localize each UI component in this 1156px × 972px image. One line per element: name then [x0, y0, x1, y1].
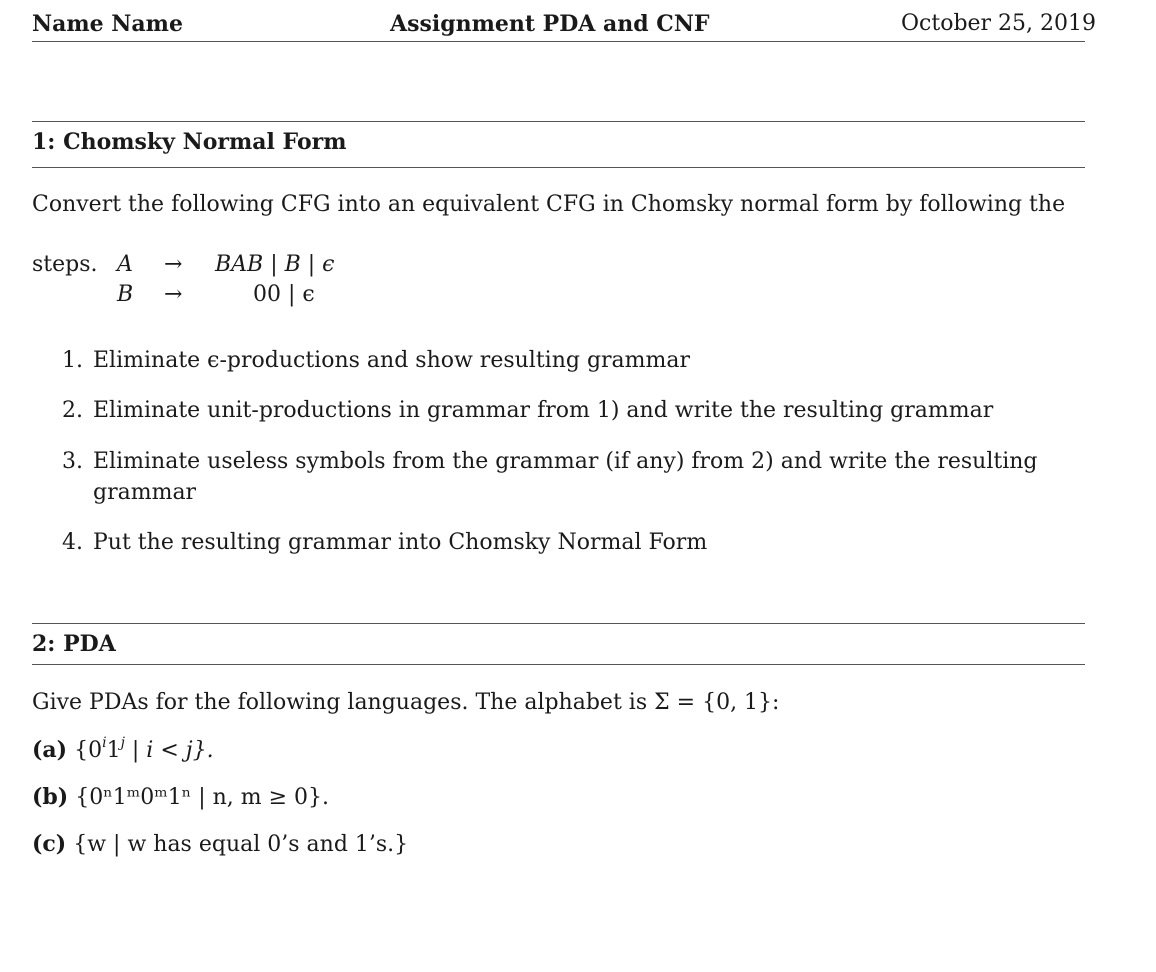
step-number: 4. — [62, 530, 83, 555]
item-expression: {w | w has equal 0’s and 1’s.} — [73, 832, 409, 857]
list-item — [62, 529, 707, 557]
step-number: 1. — [62, 348, 83, 373]
header-author: Name Name — [32, 11, 183, 37]
grammar-arrow-b: → — [164, 282, 183, 307]
step-text-continued: grammar — [93, 480, 197, 505]
step-text: Eliminate ϵ-productions and show resulting grammar — [93, 348, 691, 373]
header-rule — [32, 41, 1085, 42]
section2-title: 2: PDA — [32, 631, 116, 657]
grammar-rhs-b: 00 | ϵ — [253, 282, 315, 307]
step-number: 3. — [62, 449, 83, 474]
section1-intro-cont: steps. — [32, 252, 98, 277]
grammar-arrow-a: → — [164, 252, 183, 277]
section1-bottom-rule — [32, 167, 1085, 168]
list-item — [62, 397, 993, 425]
grammar-lhs-b: B — [117, 282, 134, 307]
step-text: Put the resulting grammar into Chomsky Normal Form — [93, 530, 708, 555]
step-text: Eliminate useless symbols from the grammar (if any) from 2) and write the resulting — [93, 449, 1038, 474]
step-number: 2. — [62, 398, 83, 423]
section2-top-rule — [32, 623, 1085, 624]
item-expression: {0$^i$1$^j$ | i < j}. — [74, 734, 214, 763]
header-title: Assignment PDA and CNF — [390, 11, 710, 37]
grammar-rhs-a: BAB | B | ϵ — [215, 252, 335, 277]
section1-title: 1: Chomsky Normal Form — [32, 129, 347, 155]
item-label: (c) — [32, 831, 67, 857]
list-item — [32, 830, 408, 859]
step-text: Eliminate unit-productions in grammar from 1) and write the resulting grammar — [93, 398, 994, 423]
section2-intro: Give PDAs for the following languages. The alphabet is Σ = {0, 1}: — [32, 690, 780, 715]
list-item — [32, 783, 329, 812]
section2-bottom-rule — [32, 664, 1085, 665]
list-item — [62, 347, 690, 375]
item-label: (b) — [32, 784, 69, 810]
list-item — [62, 448, 1038, 476]
item-label: (a) — [32, 737, 68, 763]
section1-intro: Convert the following CFG into an equivalent CFG in Chomsky normal form by following the — [32, 192, 1066, 217]
section1-top-rule — [32, 121, 1085, 122]
grammar-lhs-a: A — [117, 252, 133, 277]
list-item — [32, 736, 214, 765]
header-date: October 25, 2019 — [901, 11, 1097, 36]
item-expression: {0ⁿ1ᵐ0ᵐ1ⁿ | n, m ≥ 0}. — [75, 785, 330, 810]
